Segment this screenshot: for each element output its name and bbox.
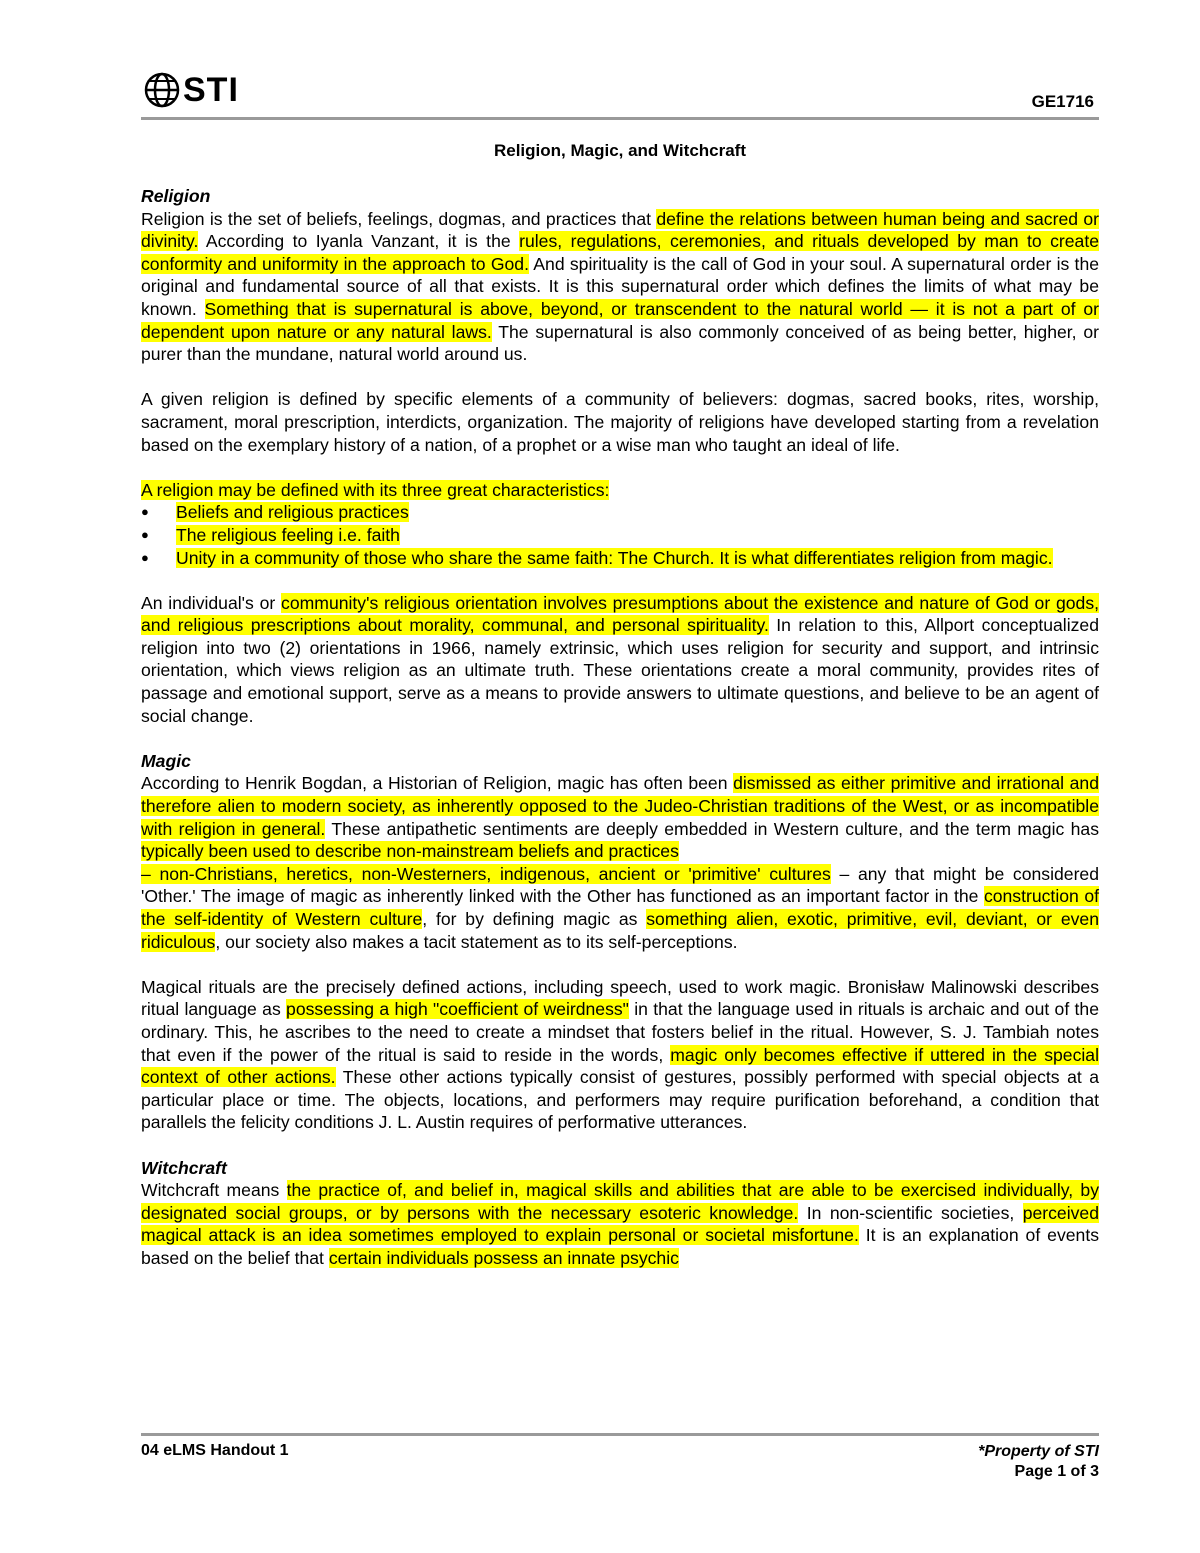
religion-paragraph-1 bbox=[141, 208, 1099, 366]
text-run: In relation to this, Allport conceptualized religion into two (2) orientations in 1966, namely extrinsic, which uses religion for security and support, and intrinsic orientation, which views religion as an ultimate truth. These orientations create a moral community, provides rites of passage and emotional support, serve as a means to provide answers to ultimate questions, and believe to be an agent of social change. bbox=[141, 615, 1099, 726]
highlighted-text: the practice of, and belief in, magical skills and abilities that are able to be exercised individually, by designated social groups, or by persons with the necessary esoteric knowledge. bbox=[141, 1180, 1099, 1223]
handout-label: 04 eLMS Handout 1 bbox=[141, 1442, 289, 1459]
highlighted-text: community's religious orientation involves presumptions about the existence and nature of God or gods, and religious prescriptions about morality, communal, and personal spirituality. bbox=[141, 592, 1100, 636]
highlighted-text: something alien, exotic, primitive, evil, deviant, or even ridiculous bbox=[141, 909, 1099, 952]
magic-paragraph-1 bbox=[141, 772, 1099, 862]
highlighted-text: rules, regulations, ceremonies, and rituals developed by man to create conformity and uniformity in the approach to God. bbox=[141, 231, 1099, 274]
highlighted-text: construction of the self-identity of Western culture bbox=[141, 886, 1099, 929]
text-run: Magical rituals are the precisely defined actions, including speech, used to work magic. Bronisław Malinowski describes ritual language as bbox=[141, 976, 1099, 1020]
text-run: According to Henrik Bogdan, a Historian of Religion, magic has often been bbox=[141, 773, 734, 794]
religion-list-intro bbox=[141, 479, 1099, 502]
text-run: , for by defining magic as bbox=[422, 909, 647, 929]
text-run: Religion is the set of beliefs, feelings, dogmas, and practices that bbox=[141, 208, 657, 229]
text-run: In non-scientific societies, bbox=[798, 1202, 1023, 1223]
text-run: These other actions typically consist of gestures, possibly performed with special objects at a particular place or time. The objects, locations, and performers may require purification beforehand, a condition that parallels the felicity conditions J. L. Austin requires of performative utterances. bbox=[141, 1067, 1099, 1133]
header-rule bbox=[141, 117, 1099, 120]
list-item bbox=[141, 547, 1099, 570]
text-run: It is an explanation of events based on the belief that bbox=[141, 1225, 1100, 1268]
highlighted-text: typically been used to describe non-mainstream beliefs and practices bbox=[141, 841, 679, 862]
document-title: Religion, Magic, and Witchcraft bbox=[493, 141, 747, 160]
text-run: Witchcraft means bbox=[141, 1180, 287, 1201]
highlighted-text: dismissed as either primitive and irrational and therefore alien to modern society, as inherently opposed to the Judeo-Christian traditions of the West, or as incompatible with religion in general. bbox=[141, 773, 1099, 839]
highlighted-text: define the relations between human being and sacred or divinity. bbox=[141, 208, 1099, 252]
magic-paragraph-1-continued bbox=[141, 863, 1099, 953]
sti-logo bbox=[143, 70, 239, 110]
text-run: – any that might be considered 'Other.' The image of magic as inherently linked with the Other has functioned as an important factor in the bbox=[141, 863, 1099, 907]
highlighted-text: perceived magical attack is an idea sometimes employed to explain personal or societal misfortune. bbox=[141, 1202, 1099, 1246]
text-run: , our society also makes a tacit statement as to its self-perceptions. bbox=[215, 931, 738, 952]
footer-right bbox=[978, 1442, 1099, 1482]
religion-paragraph-3 bbox=[141, 592, 1099, 728]
page-number: Page 1 of 3 bbox=[1014, 1463, 1099, 1480]
footer-rule bbox=[141, 1433, 1099, 1436]
highlighted-text: certain individuals possess an innate psychic bbox=[328, 1247, 679, 1268]
highlighted-text: Unity in a community of those who share the same faith: The Church. It is what differentiates religion from magic. bbox=[176, 547, 1053, 568]
highlighted-text: possessing a high "coefficient of weirdness" bbox=[286, 999, 629, 1020]
section-heading-witchcraft: Witchcraft bbox=[141, 1157, 227, 1178]
characteristics-list bbox=[141, 501, 1099, 569]
text-run: According to Iyanla Vanzant, it is the bbox=[198, 231, 520, 252]
section-heading-religion: Religion bbox=[141, 186, 211, 206]
highlighted-text: magic only becomes effective if uttered in the special context of other actions. bbox=[141, 1044, 1099, 1088]
list-item bbox=[141, 501, 1099, 524]
text-run: An individual's or bbox=[141, 592, 282, 613]
magic-paragraph-2 bbox=[141, 976, 1099, 1134]
course-code: GE1716 bbox=[1031, 92, 1094, 111]
section-heading-magic: Magic bbox=[141, 750, 191, 771]
highlighted-text: – non-Christians, heretics, non-Westerners, indigenous, ancient or 'primitive' cultures bbox=[141, 863, 831, 884]
highlighted-text: Beliefs and religious practices bbox=[176, 502, 409, 523]
highlighted-text: A religion may be defined with its three great characteristics: bbox=[141, 479, 610, 500]
list-item bbox=[141, 524, 1099, 547]
logo-wordmark: STI bbox=[183, 71, 239, 109]
witchcraft-paragraph-1 bbox=[141, 1179, 1099, 1269]
document-body bbox=[141, 185, 1099, 1270]
highlighted-text: Something that is supernatural is above, beyond, or transcendent to the natural world — it is not a part of or dependent upon nature or any natural laws. bbox=[141, 298, 1099, 342]
property-notice: *Property of STI bbox=[978, 1443, 1099, 1460]
text-run: in that the language used in rituals is archaic and out of the ordinary. This, he ascribes to the need to create a mindset that fosters belief in the ritual. However, S. J. Tambiah notes that even if the power of the ritual is said to reside in the words, bbox=[141, 999, 1099, 1065]
text-run: These antipathetic sentiments are deeply embedded in Western culture, and the term magic has bbox=[325, 818, 1100, 839]
highlighted-text: The religious feeling i.e. faith bbox=[176, 524, 400, 545]
religion-paragraph-2: A given religion is defined by specific elements of a community of believers: dogmas, sacred books, rites, worship, sacrament, moral prescription, interdicts, organization. The majority of religions have developed starting from a revelation based on the exemplary history of a nation, of a prophet or a wise man who taught an ideal of life. bbox=[141, 389, 1099, 455]
text-run: And spirituality is the call of God in your soul. A supernatural order is the original and fundamental source of all that exists. It is this supernatural order which defines the limits of what may be known. bbox=[141, 253, 1100, 319]
globe-icon bbox=[143, 71, 181, 109]
text-run: The supernatural is also commonly conceived of as being better, higher, or purer than the mundane, natural world around us. bbox=[141, 321, 1099, 365]
